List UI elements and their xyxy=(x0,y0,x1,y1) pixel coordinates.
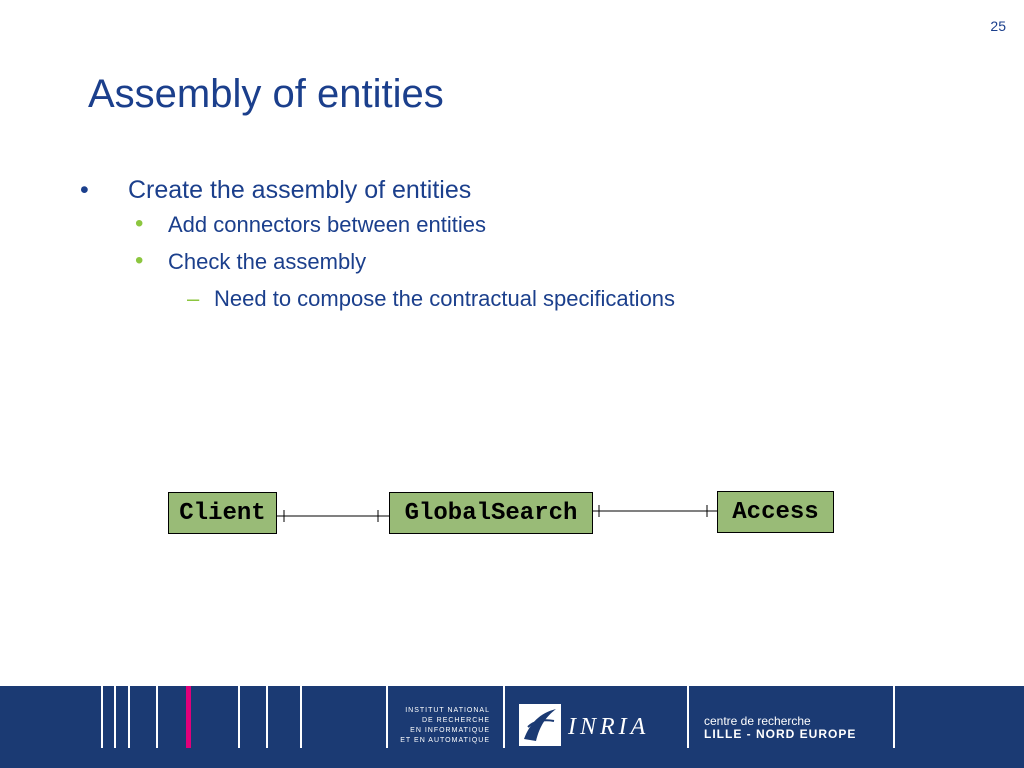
bullet-marker: • xyxy=(80,176,89,204)
inria-logo-text: INRIA xyxy=(568,714,650,740)
entity-access: Access xyxy=(717,491,834,533)
divider-line xyxy=(503,686,505,748)
centre-label: centre de recherche xyxy=(704,714,811,728)
divider-line xyxy=(156,686,158,748)
bullet-text: Create the assembly of entities xyxy=(128,176,472,204)
entity-client: Client xyxy=(168,492,277,534)
page-number: 25 xyxy=(990,18,1006,34)
divider-line xyxy=(128,686,130,748)
bullet-marker: – xyxy=(187,286,200,311)
accent-line xyxy=(186,686,191,748)
centre-location: LILLE - NORD EUROPE xyxy=(704,727,857,741)
bullet-text: Check the assembly xyxy=(168,249,367,274)
divider-line xyxy=(114,686,116,748)
divider-line xyxy=(687,686,689,748)
divider-line xyxy=(386,686,388,748)
footer-banner xyxy=(0,686,1024,768)
bullet-text: Add connectors between entities xyxy=(168,212,486,237)
bullet-marker: • xyxy=(135,247,144,274)
entity-globalsearch: GlobalSearch xyxy=(389,492,593,534)
bullet-marker: • xyxy=(135,210,144,237)
slide-title: Assembly of entities xyxy=(88,72,444,116)
divider-line xyxy=(266,686,268,748)
institute-name: INSTITUT NATIONAL DE RECHERCHE EN INFORMATIQUE ET EN AUTOMATIQUE xyxy=(400,707,490,744)
inria-logo-icon xyxy=(518,703,562,747)
divider-line xyxy=(300,686,302,748)
divider-line xyxy=(893,686,895,748)
divider-line xyxy=(101,686,103,748)
divider-line xyxy=(238,686,240,748)
bullet-text: Need to compose the contractual specifications xyxy=(214,286,676,311)
